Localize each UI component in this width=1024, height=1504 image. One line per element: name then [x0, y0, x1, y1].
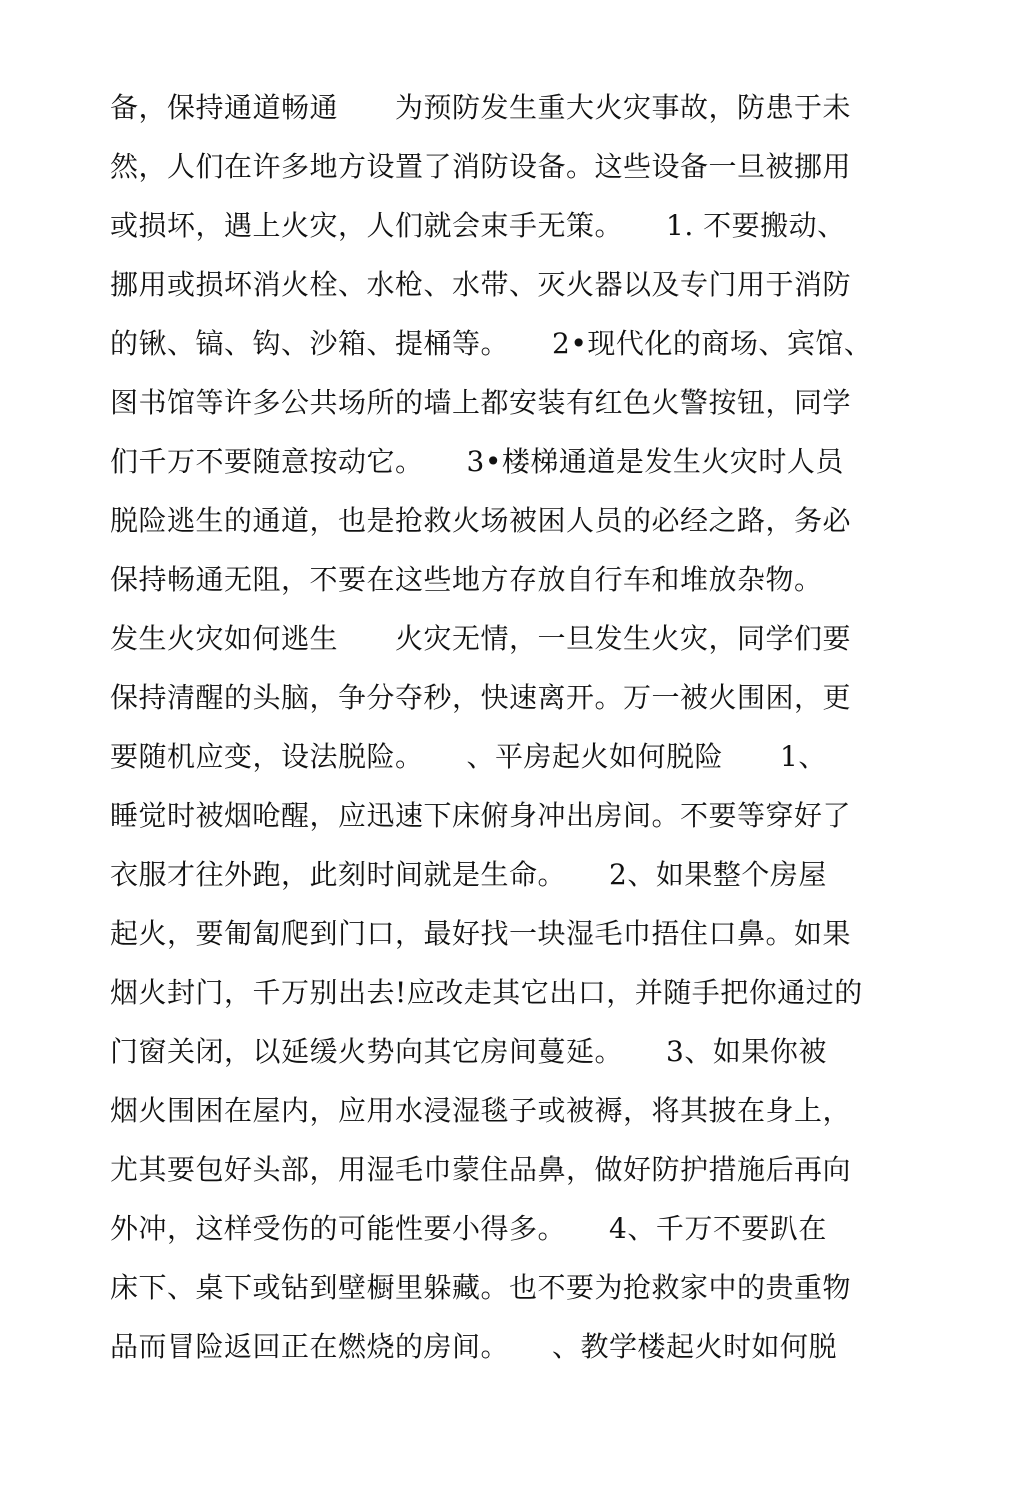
- text-line: 品而冒险返回正在燃烧的房间。 、教学楼起火时如何脱: [110, 1330, 838, 1363]
- text-line: 床下、桌下或钻到壁橱里躲藏。也不要为抢救家中的贵重物: [110, 1271, 852, 1304]
- text-line: 烟火封门，千万别出去!应改走其它出口，并随手把你通过的: [110, 976, 863, 1009]
- text-line: 保持畅通无阻，不要在这些地方存放自行车和堆放杂物。: [110, 563, 823, 596]
- text-line: 起火，要匍匐爬到门口，最好找一块湿毛巾捂住口鼻。如果: [110, 917, 852, 950]
- text-line: 脱险逃生的通道，也是抢救火场被困人员的必经之路，务必: [110, 504, 852, 537]
- text-line: 备，保持通道畅通 为预防发生重大火灾事故，防患于未: [110, 91, 852, 124]
- text-line: 或损坏，遇上火灾，人们就会束手无策。 1. 不要搬动、: [110, 209, 846, 242]
- text-line: 烟火围困在屋内，应用水浸湿毯子或被褥，将其披在身上，: [110, 1094, 852, 1127]
- text-line: 要随机应变，设法脱险。 、平房起火如何脱险 1、: [110, 740, 827, 773]
- text-line: 尤其要包好头部，用湿毛巾蒙住品鼻，做好防护措施后再向: [110, 1153, 852, 1186]
- text-line: 然，人们在许多地方设置了消防设备。这些设备一旦被挪用: [110, 150, 852, 183]
- text-line: 图书馆等许多公共场所的墙上都安装有红色火警按钮，同学: [110, 386, 852, 419]
- text-line: 挪用或损坏消火栓、水枪、水带、灭火器以及专门用于消防: [110, 268, 852, 301]
- text-line: 门窗关闭，以延缓火势向其它房间蔓延。 3、如果你被: [110, 1035, 827, 1068]
- text-line: 保持清醒的头脑，争分夺秒，快速离开。万一被火围困，更: [110, 681, 852, 714]
- text-line: 睡觉时被烟呛醒，应迅速下床俯身冲出房间。不要等穿好了: [110, 799, 852, 832]
- text-line: 的锹、镐、钩、沙箱、提桶等。 2•现代化的商场、宾馆、: [110, 327, 873, 360]
- text-line: 外冲，这样受伤的可能性要小得多。 4、千万不要趴在: [110, 1212, 827, 1245]
- text-line: 发生火灾如何逃生 火灾无情，一旦发生火灾，同学们要: [110, 622, 852, 655]
- text-line: 们千万不要随意按动它。 3•楼梯通道是发生火灾时人员: [110, 445, 844, 478]
- text-line: 衣服才往外跑，此刻时间就是生命。 2、如果整个房屋: [110, 858, 827, 891]
